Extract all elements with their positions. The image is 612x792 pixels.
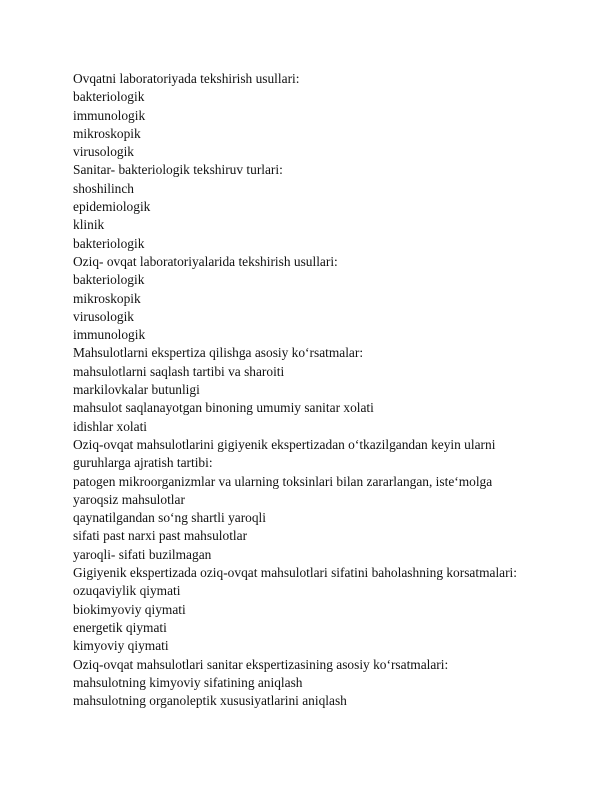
heading-sanitary-bacteriological-types: Sanitar- bakteriologik tekshiruv turlari: (73, 162, 283, 178)
document-body (73, 70, 553, 710)
list-item: immunologik (73, 107, 146, 123)
heading-lab-methods: Ovqatni laboratoriyada tekshirish usullari: (73, 71, 300, 86)
list-item: energetik qiymati (73, 619, 167, 635)
list-item: qaynatilgandan so‘ng shartli yaroqli (73, 510, 267, 526)
list-item: idishlar xolati (73, 418, 148, 434)
heading-quality-assessment: Gigiyenik ekspertizada oziq-ovqat mahsulotlari sifatini baholashning korsatmalari: (73, 565, 518, 581)
heading-sanitary-expertise-indications: Oziq-ovqat mahsulotlari sanitar ekspertizasining asosiy ko‘rsatmalari: (73, 656, 449, 672)
list-item: mahsulot saqlanayotgan binoning umumiy sanitar xolati (73, 400, 374, 416)
list-item: klinik (73, 217, 105, 233)
list-item: mahsulotlarni saqlash tartibi va sharoiti (73, 363, 285, 379)
list-item: bakteriologik (73, 272, 145, 288)
list-item: bakteriologik (73, 235, 145, 251)
list-item: mahsulotning kimyoviy sifatining aniqlash (73, 674, 303, 690)
list-item: virusologik (73, 308, 135, 324)
list-item: bakteriologik (73, 89, 145, 105)
list-item: yaroqli- sifati buzilmagan (73, 546, 212, 562)
list-item: mikroskopik (73, 290, 141, 306)
list-item: immunologik (73, 327, 146, 343)
list-item: virusologik (73, 144, 135, 160)
list-item: patogen mikroorganizmlar va ularning toksinlari bilan zararlangan, iste‘molga (73, 473, 493, 489)
list-item: epidemiologik (73, 199, 151, 215)
list-item: mikroskopik (73, 125, 141, 141)
list-item: biokimyoviy qiymati (73, 601, 186, 617)
heading-food-lab-methods: Oziq- ovqat laboratoriyalarida tekshirish usullari: (73, 253, 338, 269)
heading-grouping-order: Oziq-ovqat mahsulotlarini gigiyenik ekspertizadan o‘tkazilgandan keyin ularni (73, 436, 496, 452)
list-item: shoshilinch (73, 180, 135, 196)
list-item: ozuqaviylik qiymati (73, 583, 181, 599)
list-item: sifati past narxi past mahsulotlar (73, 528, 248, 544)
list-item: mahsulotning organoleptik xususiyatlarini aniqlash (73, 693, 347, 709)
heading-expertise-indications: Mahsulotlarni ekspertiza qilishga asosiy ko‘rsatmalar: (73, 345, 364, 361)
list-item-continued: yaroqsiz mahsulotlar (73, 491, 185, 507)
heading-grouping-order-continued: guruhlarga ajratish tartibi: (73, 455, 213, 471)
list-item: kimyoviy qiymati (73, 638, 169, 654)
list-item: markilovkalar butunligi (73, 382, 200, 398)
